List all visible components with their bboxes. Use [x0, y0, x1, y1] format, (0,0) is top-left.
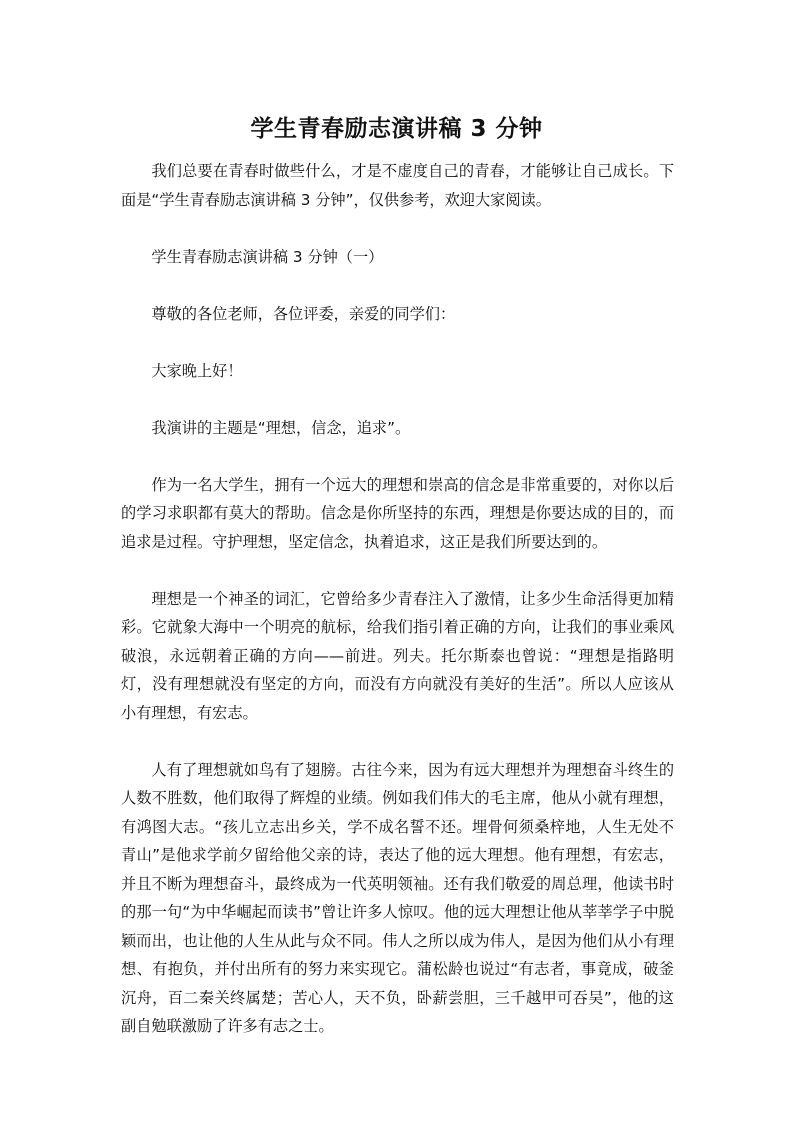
- document-body: [121, 157, 674, 1041]
- paragraph-body-2: 理想是一个神圣的词汇，它曾给多少青春注入了激情，让多少生命活得更加精彩。它就象大海中一个明亮的航标，给我们指引着正确的方向，让我们的事业乘风破浪，永远朝着正确的方向——前进。列夫。托尔斯泰也曾说：“理想是指路明灯，没有理想就没有坚定的方向，而没有方向就没有美好的生活”。所以人应该从小有理想，有宏志。: [121, 589, 674, 722]
- paragraph-greeting: 大家晚上好！: [151, 361, 243, 380]
- paragraph-intro: 我们总要在青春时做些什么，才是不虚度自己的青春，才能够让自己成长。下面是“学生青春励志演讲稿 3 分钟”，仅供参考，欢迎大家阅读。: [121, 162, 674, 209]
- paragraph-body-1: 作为一名大学生，拥有一个远大的理想和崇高的信念是非常重要的，对你以后的学习求职都有莫大的帮助。信念是你所坚持的东西，理想是你要达成的目的，而追求是过程。守护理想，坚定信念，执着追求，这正是我们所要达到的。: [121, 475, 674, 551]
- document-title: 学生青春励志演讲稿 3 分钟: [250, 116, 543, 142]
- paragraph-section-heading: 学生青春励志演讲稿 3 分钟（一）: [151, 247, 384, 266]
- paragraph-salutation: 尊敬的各位老师，各位评委，亲爱的同学们：: [151, 304, 456, 323]
- paragraph-theme: 我演讲的主题是“理想，信念，追求”。: [151, 418, 411, 437]
- paragraph-body-3: 人有了理想就如鸟有了翅膀。古往今来，因为有远大理想并为理想奋斗终生的人数不胜数，他们取得了辉煌的业绩。例如我们伟大的毛主席，他从小就有理想，有鸿图大志。“孩儿立志出乡关，学不成名誓不还。埋骨何须桑梓地，人生无处不青山”是他求学前夕留给他父亲的诗，表达了他的远大理想。他有理想，有宏志，并且不断为理想奋斗，最终成为一代英明领袖。还有我们敬爱的周总理，他读书时的那一句“为中华崛起而读书”曾让许多人惊叹。他的远大理想让他从莘莘学子中脱颖而出，也让他的人生从此与众不同。伟人之所以成为伟人，是因为他们从小有理想、有抱负，并付出所有的努力来实现它。蒲松龄也说过“有志者，事竟成，破釜沉舟，百二秦关终属楚；苦心人，天不负，卧薪尝胆，三千越甲可吞吴”，他的这副自勉联激励了许多有志之士。: [121, 760, 674, 1035]
